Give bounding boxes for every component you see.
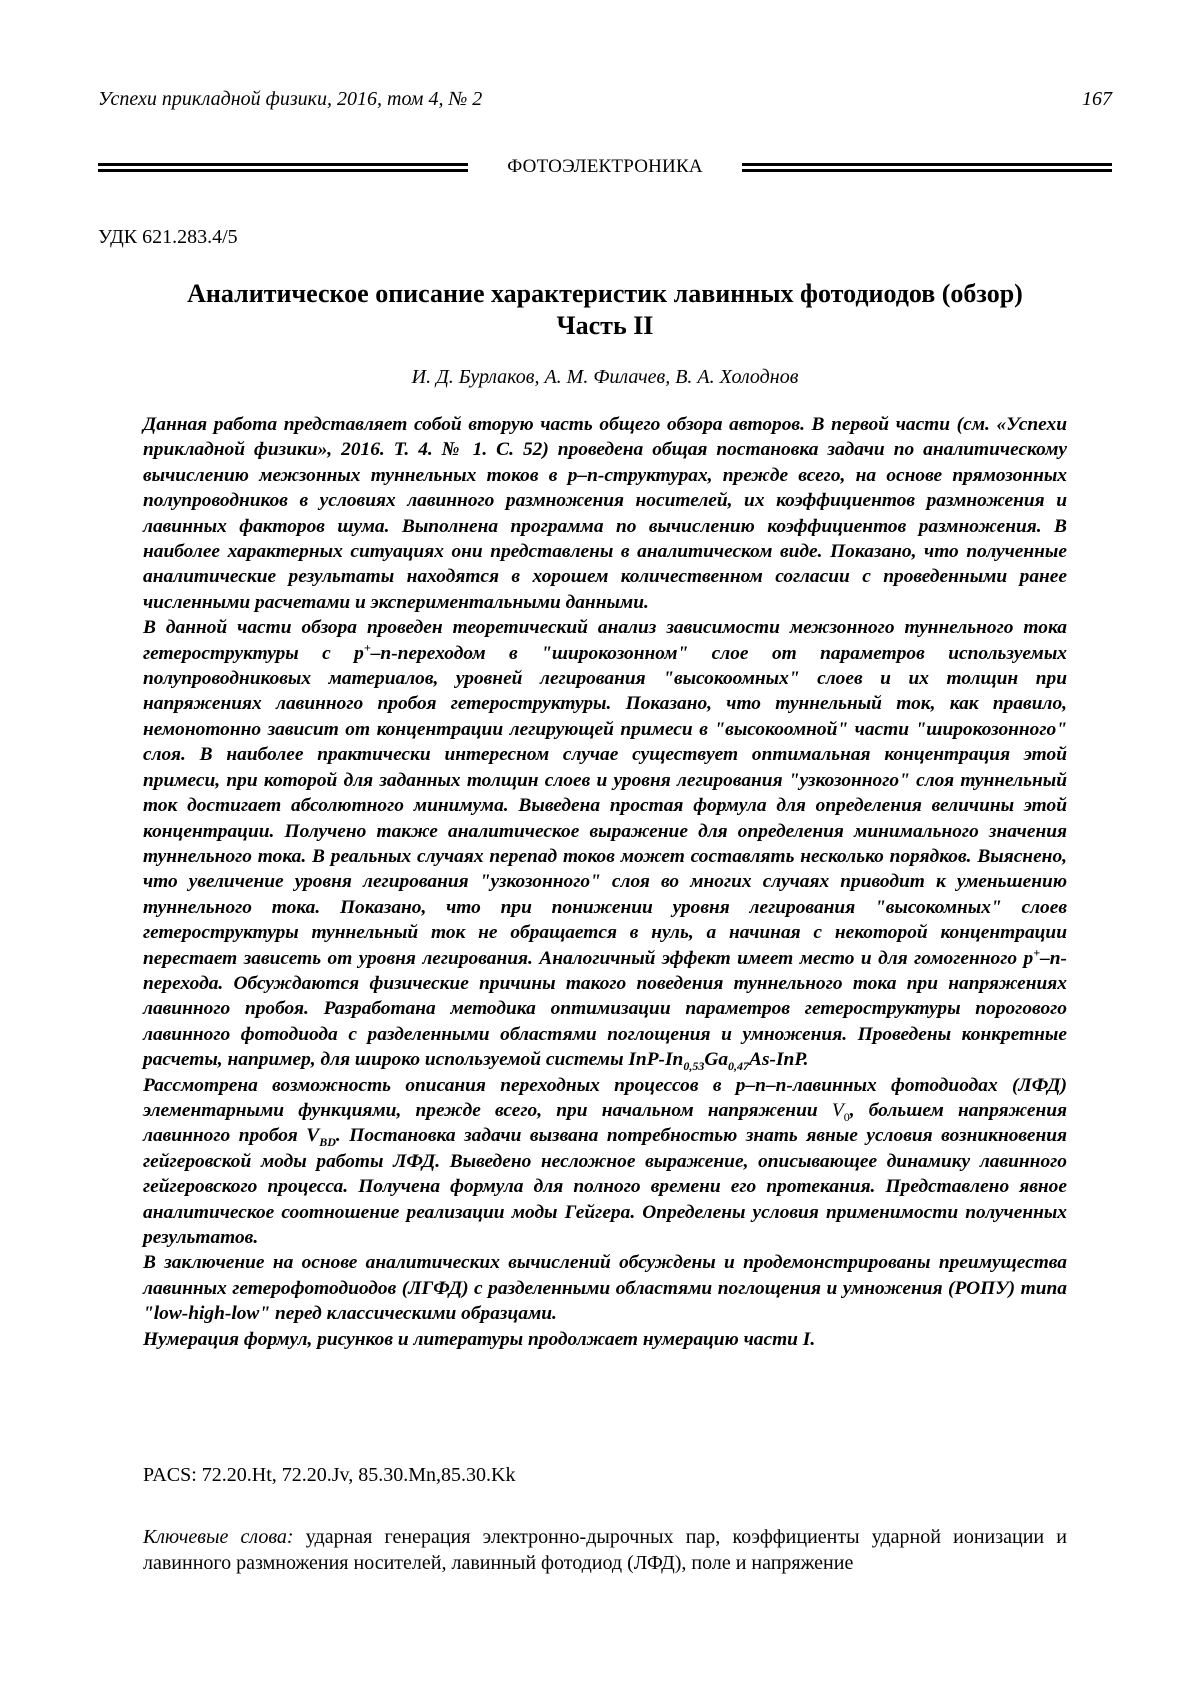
section-title: ФОТОЭЛЕКТРОНИКА	[507, 156, 703, 177]
running-header	[98, 88, 1112, 118]
page-number: 167	[1082, 88, 1112, 110]
abstract-paragraph	[143, 615, 1067, 1072]
abstract-paragraph: Нумерация формул, рисунков и литературы продолжает нумерацию части I.	[143, 1328, 816, 1350]
abstract-text: В данной части обзора проведен теоретический анализ зависимости межзонного туннельного тока гетероструктуры с p	[143, 617, 1067, 664]
section-rule-right	[742, 163, 1112, 172]
abstract-paragraph: В заключение на основе аналитических вычислений обсуждены и продемонстрированы преимущества лавинных гетерофотодиодов (ЛГФД) с разделенными областями поглощения и умножения (РОПУ) типа "low-high-low" перед классическими образцами.	[143, 1252, 1067, 1325]
journal-citation: Успехи прикладной физики, 2016, том 4, № 2	[98, 88, 483, 110]
abstract-paragraph	[143, 1073, 1067, 1251]
keywords	[143, 1524, 1067, 1576]
subscript: BD	[319, 1135, 336, 1150]
abstract-text: . Постановка задачи вызвана потребностью знать явные условия возникновения гейгеровской моды работы ЛФД. Выведено несложное выражение, описывающее динамику лавинного гейгеровского процесса. Получена формула для полного времени его протекания. Представлено явное аналитическое соотношение реализации моды Гейгера. Определены условия применимости полученных результатов.	[143, 1125, 1067, 1248]
keywords-text: ударная генерация электронно-дырочных пар, коэффициенты ударной ионизации и лавинного размножения носителей, лавинный фотодиод (ЛФД), поле и напряжение	[143, 1526, 1067, 1574]
keywords-label: Ключевые слова:	[143, 1526, 294, 1548]
article-title-line1: Аналитическое описание характеристик лавинных фотодиодов (обзор)	[187, 279, 1023, 308]
abstract-paragraph: Данная работа представляет собой вторую часть общего обзора авторов. В первой части (см. «Успехи прикладной физики», 2016. Т. 4. № 1. С. 52) проведена общая постановка задачи по аналитическому вычислению межзонных туннельных токов в p–n-структурах, прежде всего, на основе прямозонных полупроводников в условиях лавинного размножения носителей, их коэффициентов размножения и лавинных факторов шума. Выполнена программа по вычислению коэффициентов размножения. В наиболее характерных ситуациях они представлены в аналитическом виде. Показано, что полученные аналитические результаты находятся в хорошем количественном согласии с проведенными ранее численными расчетами и экспериментальными данными.	[143, 414, 1067, 613]
superscript: +	[363, 640, 371, 655]
abstract-text: Рассмотрена возможность описания переходных процессов в p–n–n-лавинных фотодиодах (ЛФД) элементарными функциями, прежде всего, при начальном напряжении	[143, 1074, 1067, 1121]
abstract-text: As-InP.	[749, 1049, 809, 1071]
subscript: 0,47	[728, 1059, 750, 1074]
abstract-text: –n-переходом в "широкозонном" слое от параметров используемых полупроводниковых материалов, уровней легирования "высокоомных" слоев и их толщин при напряжениях лавинного пробоя гетероструктуры. Показано, что туннельный ток, как правило, немонотонно зависит от концентрации легирующей примеси в "высокоомной" части "широкозонного" слоя. В наиболее практически интересном случае существует оптимальная концентрация этой примеси, при которой для заданных толщин слоев и уровня легирования "узкозонного" слоя туннельный ток достигает абсолютного минимума. Выведена простая формула для определения величины этой концентрации. Получено также аналитическое выражение для определения минимального значения туннельного тока. В реальных случаях перепад токов может составлять несколько порядков. Выяснено, что увеличение уровня легирования "узкозонного" слоя во многих случаях приводит к уменьшению туннельного тока. Показано, что при понижении уровня легирования "высокомных" слоев гетероструктуры туннельный ток не обращается в нуль, а начиная с некоторой концентрации перестает зависеть от уровня легирования. Аналогичный эффект имеет место и для гомогенного p	[143, 642, 1067, 969]
abstract	[143, 412, 1067, 1352]
udc-code: УДК 621.283.4/5	[98, 226, 238, 248]
section-banner	[98, 156, 1112, 180]
superscript: +	[1033, 945, 1041, 960]
math-variable: V	[831, 1099, 844, 1121]
subscript: 0,53	[683, 1059, 705, 1074]
article-title-line2: Часть II	[556, 311, 654, 340]
authors: И. Д. Бурлаков, А. М. Филачев, В. А. Холоднов	[411, 366, 799, 388]
abstract-text: –n-перехода. Обсуждаются физические причины такого поведения туннельного тока при напряжениях лавинного пробоя. Разработана методика оптимизации параметров гетероструктуры порогового лавинного фотодиода с разделенными областями поглощения и умножения. Проведены конкретные расчеты, например, для широко используемой системы InP-In	[143, 947, 1067, 1071]
abstract-text: , большем напряжения лавинного пробоя V	[143, 1099, 1067, 1147]
subscript: 0	[843, 1109, 850, 1124]
abstract-text: Ga	[704, 1049, 729, 1071]
pacs-codes: PACS: 72.20.Ht, 72.20.Jv, 85.30.Mn,85.30.Kk	[143, 1464, 516, 1486]
article-title	[98, 278, 1112, 342]
